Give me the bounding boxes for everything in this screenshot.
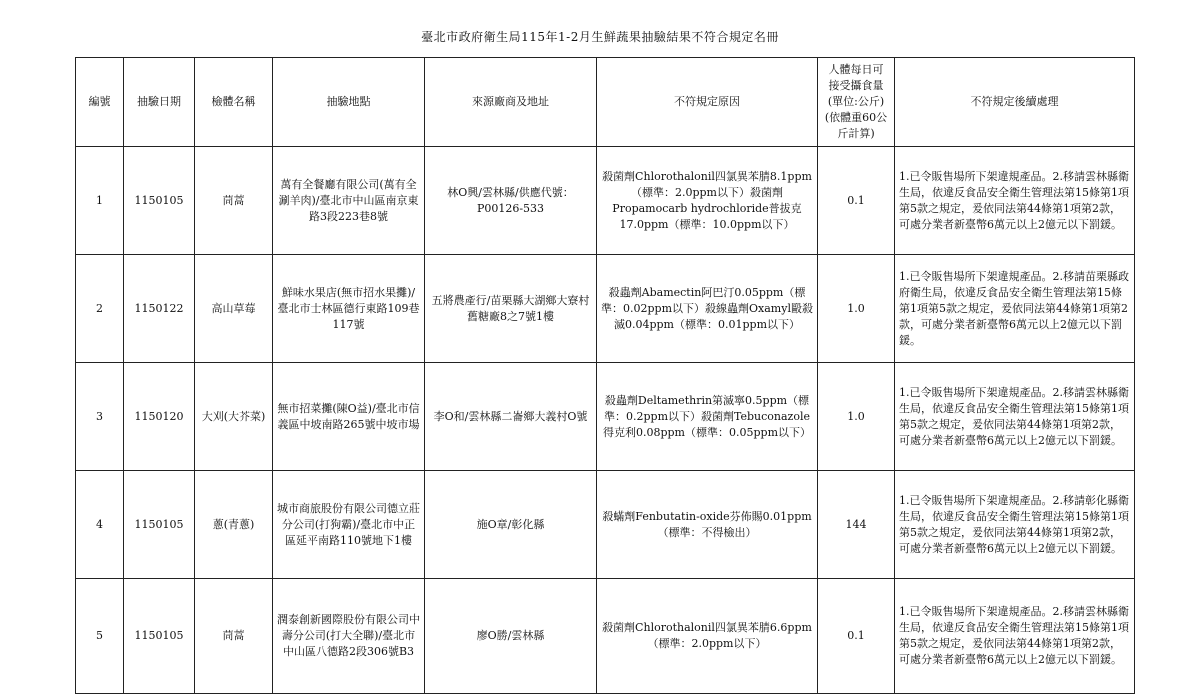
header-intake	[818, 58, 895, 147]
cell-location: 無市招菜攤(陳O益)/臺北市信義區中坡南路265號中坡市場	[273, 363, 425, 471]
cell-date: 1150122	[124, 255, 195, 363]
table-row	[76, 471, 1135, 579]
cell-action: 1.已令販售場所下架違規產品。2.移請雲林縣衛生局，依違反食品安全衛生管理法第15條第1項第5款之規定，爰依同法第44條第1項第2款，可處分業者新臺幣6萬元以上2億元以下罰鍰。	[895, 579, 1135, 694]
header-no: 編號	[76, 58, 124, 147]
cell-date: 1150105	[124, 579, 195, 694]
header-action: 不符規定後續處理	[895, 58, 1135, 147]
violation-table	[75, 57, 1135, 694]
document-title: 臺北市政府衛生局115年1-2月生鮮蔬果抽驗結果不符合規定名冊	[421, 30, 779, 44]
cell-item: 大刈(大芥菜)	[195, 363, 273, 471]
header-intake-line: (單位:公斤)	[827, 95, 885, 108]
cell-location: 鮮味水果店(無市招水果攤)/臺北市士林區德行東路109巷117號	[273, 255, 425, 363]
cell-action: 1.已令販售場所下架違規產品。2.移請雲林縣衛生局，依違反食品安全衛生管理法第15條第1項第5款之規定，爰依同法第44條第1項第2款，可處分業者新臺幣6萬元以上2億元以下罰鍰。	[895, 363, 1135, 471]
header-item: 檢體名稱	[195, 58, 273, 147]
cell-location: 城市商旅股份有限公司德立莊分公司(打狗霸)/臺北市中正區延平南路110號地下1樓	[273, 471, 425, 579]
cell-intake: 0.1	[818, 147, 895, 255]
cell-intake: 144	[818, 471, 895, 579]
cell-intake: 1.0	[818, 363, 895, 471]
cell-intake: 0.1	[818, 579, 895, 694]
cell-item: 茼蒿	[195, 147, 273, 255]
cell-source: 施O章/彰化縣	[425, 471, 597, 579]
cell-action: 1.已令販售場所下架違規產品。2.移請彰化縣衛生局，依違反食品安全衛生管理法第15條第1項第5款之規定，爰依同法第44條第1項第2款，可處分業者新臺幣6萬元以上2億元以下罰鍰。	[895, 471, 1135, 579]
cell-no: 3	[76, 363, 124, 471]
cell-item: 茼蒿	[195, 579, 273, 694]
cell-intake: 1.0	[818, 255, 895, 363]
cell-no: 1	[76, 147, 124, 255]
cell-item: 蔥(青蔥)	[195, 471, 273, 579]
cell-no: 2	[76, 255, 124, 363]
cell-item: 高山草莓	[195, 255, 273, 363]
cell-source: 林O興/雲林縣/供應代號：P00126-533	[425, 147, 597, 255]
header-intake-line: 人體每日可	[828, 63, 884, 76]
table-row	[76, 363, 1135, 471]
cell-reason: 殺蟲劑Deltamethrin第滅寧0.5ppm（標準：0.2ppm以下）殺菌劑Tebuconazole得克利0.08ppm（標準：0.05ppm以下）	[597, 363, 818, 471]
cell-no: 4	[76, 471, 124, 579]
cell-reason: 殺蟲劑Abamectin阿巴汀0.05ppm（標準：0.02ppm以下）殺線蟲劑Oxamyl毆殺滅0.04ppm（標準：0.01ppm以下）	[597, 255, 818, 363]
header-intake-line: (依體重60公	[824, 111, 888, 124]
cell-no: 5	[76, 579, 124, 694]
header-reason: 不符規定原因	[597, 58, 818, 147]
cell-reason: 殺菌劑Chlorothalonil四氯異苯腈8.1ppm（標準：2.0ppm以下）殺菌劑Propamocarb hydrochloride普拔克17.0ppm（標準：10.0ppm以下）	[597, 147, 818, 255]
table-row	[76, 579, 1135, 694]
header-location: 抽驗地點	[273, 58, 425, 147]
cell-date: 1150105	[124, 471, 195, 579]
cell-location: 萬有全餐廳有限公司(萬有全涮羊肉)/臺北市中山區南京東路3段223巷8號	[273, 147, 425, 255]
table-row	[76, 255, 1135, 363]
header-row	[76, 58, 1135, 147]
cell-source: 廖O勝/雲林縣	[425, 579, 597, 694]
cell-date: 1150120	[124, 363, 195, 471]
cell-date: 1150105	[124, 147, 195, 255]
cell-reason: 殺菌劑Chlorothalonil四氯異苯腈6.6ppm（標準：2.0ppm以下）	[597, 579, 818, 694]
cell-action: 1.已令販售場所下架違規產品。2.移請苗栗縣政府衛生局，依違反食品安全衛生管理法第15條第1項第5款之規定，爰依同法第44條第1項第2款，可處分業者新臺幣6萬元以上2億元以下罰鍰。	[895, 255, 1135, 363]
cell-source: 李O和/雲林縣二崙鄉大義村O號	[425, 363, 597, 471]
cell-reason: 殺蟎劑Fenbutatin-oxide芬佈賜0.01ppm（標準：不得檢出）	[597, 471, 818, 579]
header-intake-line: 接受攝食量	[828, 79, 884, 92]
header-intake-line: 斤計算)	[837, 127, 875, 140]
header-source: 來源廠商及地址	[425, 58, 597, 147]
cell-action: 1.已令販售場所下架違規產品。2.移請雲林縣衛生局，依違反食品安全衛生管理法第15條第1項第5款之規定，爰依同法第44條第1項第2款，可處分業者新臺幣6萬元以上2億元以下罰鍰。	[895, 147, 1135, 255]
cell-source: 五將農產行/苗栗縣大湖鄉大寮村舊糖廠8之7號1樓	[425, 255, 597, 363]
table-row	[76, 147, 1135, 255]
header-date: 抽驗日期	[124, 58, 195, 147]
cell-location: 潤泰創新國際股份有限公司中壽分公司(打大全聯)/臺北市中山區八德路2段306號B3	[273, 579, 425, 694]
